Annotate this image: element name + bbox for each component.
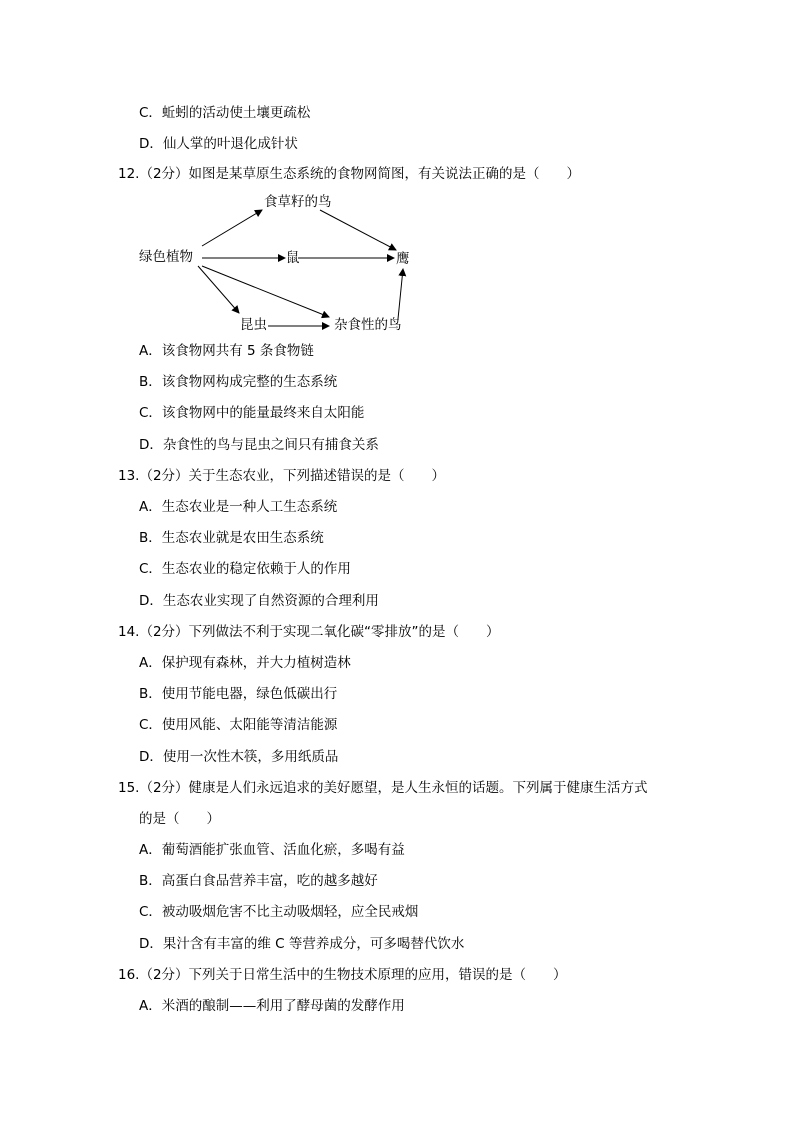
arrow-omni-bird-to-hawk [398,269,403,319]
question-12-option-a: A．该食物网共有 5 条食物链 [139,343,314,359]
question-13-option-b: B．生态农业就是农田生态系统 [139,530,324,546]
question-15-stem-line-1: 15.（2分）健康是人们永远追求的美好愿望，是人生永恒的话题。下列属于健康生活方式 [118,780,648,796]
question-12-option-d: D．杂食性的鸟与昆虫之间只有捕食关系 [139,437,379,453]
node-mouse: 鼠 [286,250,300,266]
node-green-plant: 绿色植物 [139,249,193,265]
node-hawk: 鹰 [396,251,410,267]
question-14-option-d: D．使用一次性木筷，多用纸质品 [139,749,339,765]
question-14-stem: 14.（2分）下列做法不利于实现二氧化碳“零排放”的是（ ） [118,624,500,640]
question-16-stem: 16.（2分）下列关于日常生活中的生物技术原理的应用，错误的是（ ） [118,967,567,983]
prev-option-c: C．蚯蚓的活动使土壤更疏松 [139,105,311,121]
arrow-seed-bird-to-hawk [320,210,396,250]
question-12-option-b: B．该食物网构成完整的生态系统 [139,374,338,390]
question-13-option-a: A．生态农业是一种人工生态系统 [139,499,338,515]
question-14-option-b: B．使用节能电器，绿色低碳出行 [139,686,338,702]
node-seed-eating-bird: 食草籽的鸟 [264,194,332,210]
arrow-plant-to-seed-bird [202,210,262,246]
prev-option-d: D．仙人掌的叶退化成针状 [139,136,298,152]
question-13-option-d: D．生态农业实现了自然资源的合理利用 [139,593,379,609]
question-15-option-a: A．葡萄酒能扩张血管、活血化瘀，多喝有益 [139,842,405,858]
question-15-option-d: D．果汁含有丰富的维 C 等营养成分，可多喝替代饮水 [139,936,465,952]
question-15-stem-line-2: 的是（ ） [139,811,220,827]
food-web-diagram [130,186,430,336]
question-15-option-c: C．被动吸烟危害不比主动吸烟轻，应全民戒烟 [139,904,419,920]
question-12-option-c: C．该食物网中的能量最终来自太阳能 [139,405,365,421]
node-omnivorous-bird: 杂食性的鸟 [334,317,402,333]
question-14-option-c: C．使用风能、太阳能等清洁能源 [139,717,338,733]
node-insect: 昆虫 [240,317,267,333]
question-13-option-c: C．生态农业的稳定依赖于人的作用 [139,561,351,577]
arrow-plant-to-omni-bird [202,266,329,317]
question-12-stem: 12.（2分）如图是某草原生态系统的食物网简图，有关说法正确的是（ ） [118,166,581,182]
question-15-option-b: B．高蛋白食品营养丰富，吃的越多越好 [139,873,378,889]
question-14-option-a: A．保护现有森林，并大力植树造林 [139,655,351,671]
question-13-stem: 13.（2分）关于生态农业，下列描述错误的是（ ） [118,468,446,484]
question-16-option-a: A．米酒的酿制——利用了酵母菌的发酵作用 [139,998,405,1014]
